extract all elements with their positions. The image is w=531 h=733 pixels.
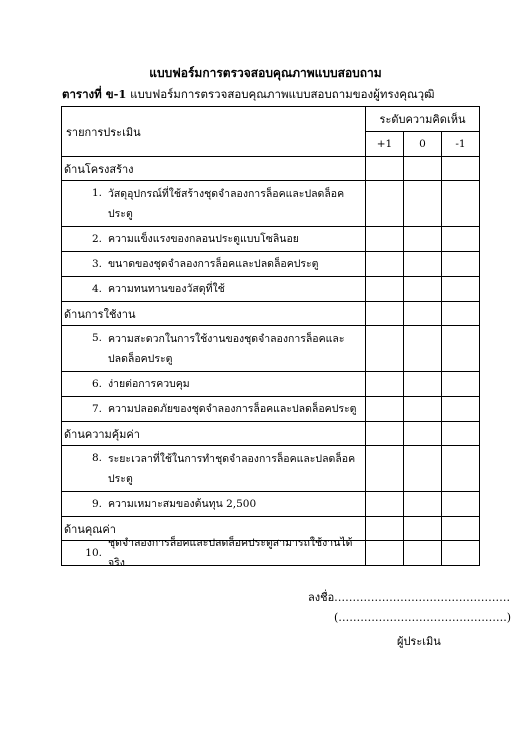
criteria-row (62, 227, 480, 252)
criteria-text: ความเหมาะสมของต้นทุน 2,500 (108, 498, 257, 510)
criteria-row (62, 492, 480, 517)
criteria-text: ความแข็งแรงของกลอนประตูแบบโซลินอย (108, 233, 299, 245)
criteria-row (62, 372, 480, 397)
score-cell[interactable] (366, 277, 404, 302)
score-cell[interactable] (366, 326, 404, 372)
score-cell[interactable] (442, 277, 480, 302)
score-cell[interactable] (366, 227, 404, 252)
criteria-number: 6. (91, 378, 102, 390)
section-title: ด้านโครงสร้าง (62, 157, 366, 181)
score-cell[interactable] (442, 181, 480, 227)
criteria-row (62, 541, 480, 566)
section-row (62, 157, 480, 181)
criteria-cell (62, 326, 366, 372)
score-cell[interactable] (404, 326, 442, 372)
criteria-cell (62, 492, 366, 517)
criteria-text: ง่ายต่อการควบคุม (108, 378, 190, 390)
criteria-cell (62, 446, 366, 492)
criteria-row (62, 446, 480, 492)
criteria-number: 2. (91, 233, 102, 245)
evaluator-role: ผู้ประเมิน (397, 635, 441, 648)
criteria-text: ชุดจำลองการล็อคและปลดล็อคประตูสามารถใช้งานได้จริง (108, 537, 353, 569)
score-cell[interactable] (442, 517, 480, 541)
criteria-text: ระยะเวลาที่ใช้ในการทำชุดจำลองการล็อคและปลดล็อค ประตู (108, 453, 356, 485)
criteria-number: 10. (85, 547, 102, 559)
criteria-row (62, 181, 480, 227)
score-cell[interactable] (442, 372, 480, 397)
criteria-row (62, 326, 480, 372)
score-cell[interactable] (442, 492, 480, 517)
score-cell[interactable] (442, 541, 480, 566)
table-caption-text: แบบฟอร์มการตรวจสอบคุณภาพแบบสอบถามของผู้ทรงคุณวุฒิ (130, 87, 435, 101)
score-cell[interactable] (366, 181, 404, 227)
criteria-cell (62, 277, 366, 302)
score-cell[interactable] (442, 326, 480, 372)
score-cell[interactable] (366, 422, 404, 446)
evaluation-table-body (62, 157, 480, 569)
criteria-text: ความทนทานของวัสดุที่ใช้ (108, 283, 225, 295)
criteria-row (62, 252, 480, 277)
score-cell[interactable] (442, 397, 480, 422)
criteria-cell (62, 372, 366, 397)
score-cell[interactable] (404, 157, 442, 181)
section-title: ด้านการใช้งาน (62, 302, 366, 326)
score-cell[interactable] (404, 227, 442, 252)
score-header-minus-one: -1 (442, 132, 480, 157)
form-title: แบบฟอร์มการตรวจสอบคุณภาพแบบสอบถาม (149, 66, 382, 80)
criteria-cell (62, 537, 366, 569)
criteria-text: วัสดุอุปกรณ์ที่ใช้สร้างชุดจำลองการล็อคและปลดล็อค ประตู (108, 188, 345, 220)
score-cell[interactable] (404, 302, 442, 326)
score-cell[interactable] (404, 492, 442, 517)
score-cell[interactable] (404, 252, 442, 277)
criteria-text: ขนาดของชุดจำลองการล็อคและปลดล็อคประตู (108, 258, 319, 270)
score-cell[interactable] (442, 252, 480, 277)
score-cell[interactable] (404, 181, 442, 227)
score-cell[interactable] (404, 397, 442, 422)
score-cell[interactable] (404, 541, 442, 566)
signature-line: ลงชื่อ………………………………………… (308, 591, 511, 604)
score-header-zero: 0 (404, 132, 442, 157)
criteria-text: ความสะดวกในการใช้งานของชุดจำลองการล็อคและปลดล็อคประตู (108, 333, 345, 365)
criteria-row (62, 397, 480, 422)
criteria-text: ความปลอดภัยของชุดจำลองการล็อคและปลดล็อคประตู (108, 403, 357, 415)
score-cell[interactable] (366, 157, 404, 181)
section-title: ด้านคุณค่า (62, 517, 366, 541)
score-cell[interactable] (442, 157, 480, 181)
criteria-number: 7. (91, 403, 102, 415)
criteria-number: 1. (91, 187, 102, 199)
score-cell[interactable] (366, 517, 404, 541)
score-cell[interactable] (404, 517, 442, 541)
score-cell[interactable] (442, 302, 480, 326)
score-cell[interactable] (442, 446, 480, 492)
section-row (62, 422, 480, 446)
score-cell[interactable] (366, 446, 404, 492)
score-header-plus-one: +1 (366, 132, 404, 157)
evaluation-table (61, 106, 480, 569)
score-cell[interactable] (404, 277, 442, 302)
score-cell[interactable] (404, 422, 442, 446)
criteria-number: 3. (91, 258, 102, 270)
criteria-header: รายการประเมิน (62, 107, 366, 157)
criteria-cell (62, 181, 366, 227)
signature-name-line: (……………………………………….) (334, 611, 512, 624)
score-cell[interactable] (442, 227, 480, 252)
score-cell[interactable] (366, 372, 404, 397)
criteria-cell (62, 227, 366, 252)
score-cell[interactable] (366, 397, 404, 422)
criteria-number: 8. (91, 452, 102, 464)
table-caption-label: ตารางที่ ข-1 (62, 87, 127, 101)
criteria-row (62, 277, 480, 302)
criteria-number: 9. (91, 498, 102, 510)
section-title: ด้านความคุ้มค่า (62, 422, 366, 446)
score-cell[interactable] (366, 541, 404, 566)
criteria-cell (62, 252, 366, 277)
score-cell[interactable] (366, 302, 404, 326)
criteria-number: 5. (91, 332, 102, 344)
section-row (62, 302, 480, 326)
score-cell[interactable] (366, 252, 404, 277)
score-cell[interactable] (366, 492, 404, 517)
score-cell[interactable] (404, 372, 442, 397)
criteria-number: 4. (91, 283, 102, 295)
table-caption (62, 86, 434, 104)
criteria-cell (62, 397, 366, 422)
opinion-level-header: ระดับความคิดเห็น (366, 107, 480, 132)
score-cell[interactable] (442, 422, 480, 446)
score-cell[interactable] (404, 446, 442, 492)
